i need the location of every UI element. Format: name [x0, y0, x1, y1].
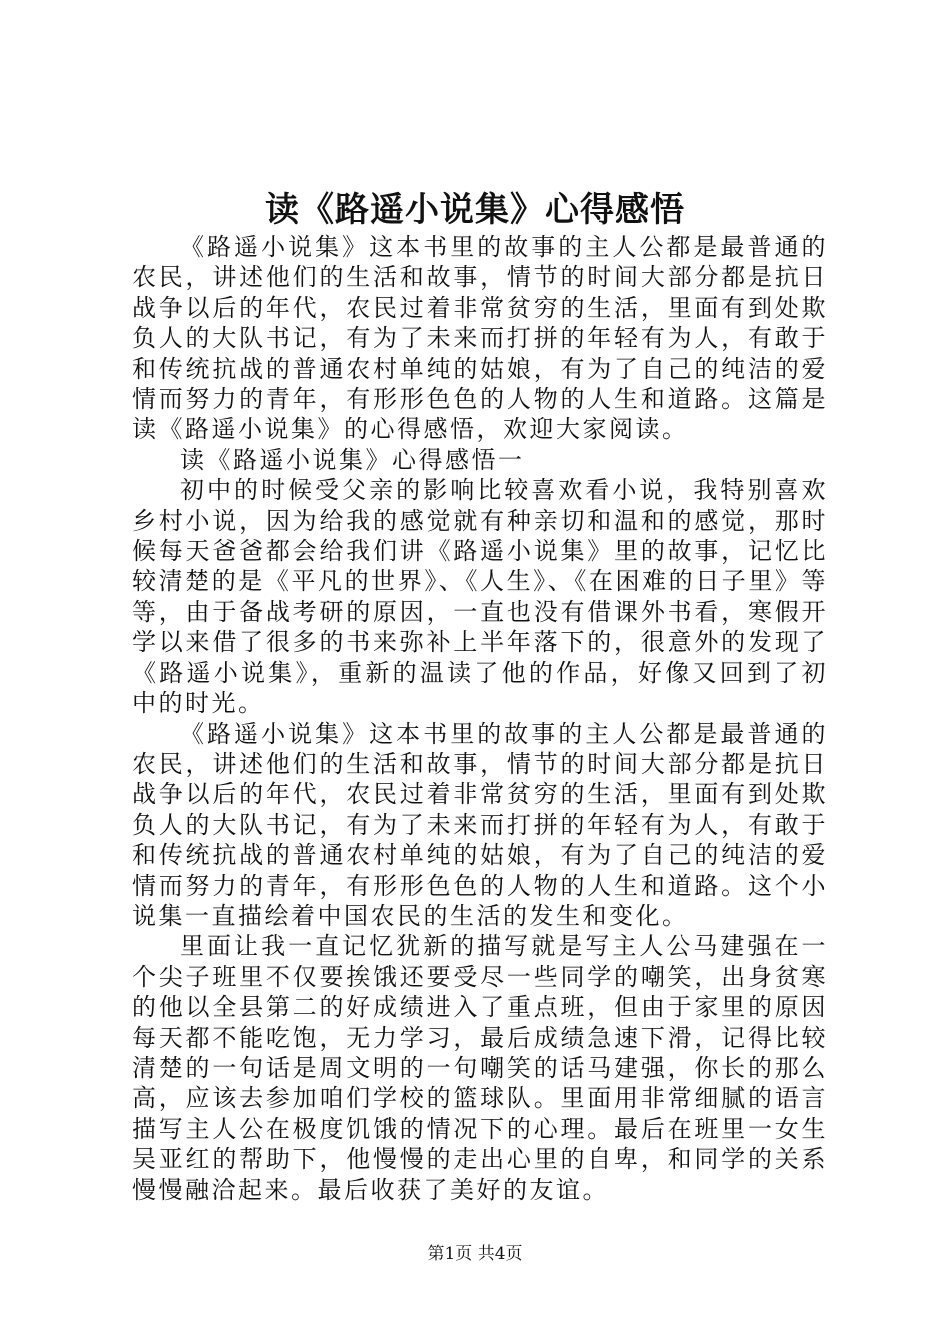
document-title: 读《路遥小说集》心得感悟: [265, 190, 685, 230]
page-number-footer: 第1页 共4页: [427, 1244, 523, 1264]
intro-paragraph: 《路遥小说集》这本书里的故事的主人公都是最普通的农民，讲述他们的生活和故事，情节的时间大部分都是抗日战争以后的年代，农民过着非常贫穷的生活，里面有到处欺负人的大队书记，有为了未来而打拼的年轻有为人，有敢于和传统抗战的普通农村单纯的姑娘，有为了自己的纯洁的爱情而努力的青年，有形形色色的人物的人生和道路。这篇是读《路遥小说集》的心得感悟，欢迎大家阅读。: [132, 233, 828, 444]
body-paragraph: 《路遥小说集》这本书里的故事的主人公都是最普通的农民，讲述他们的生活和故事，情节的时间大部分都是抗日战争以后的年代，农民过着非常贫穷的生活，里面有到处欺负人的大队书记，有为了未来而打拼的年轻有为人，有敢于和传统抗战的普通农村单纯的姑娘，有为了自己的纯洁的爱情而努力的青年，有形形色色的人物的人生和道路。这个小说集一直描绘着中国农民的生活的发生和变化。: [132, 719, 828, 930]
document-body: [132, 232, 828, 1205]
body-paragraph: 初中的时候受父亲的影响比较喜欢看小说，我特别喜欢乡村小说，因为给我的感觉就有种亲切和温和的感觉，那时候每天爸爸都会给我们讲《路遥小说集》里的故事，记忆比较清楚的是《平凡的世界》、《人生》、《在困难的日子里》等等，由于备战考研的原因，一直也没有借课外书看，寒假开学以来借了很多的书来弥补上半年落下的，很意外的发现了《路遥小说集》，重新的温读了他的作品，好像又回到了初中的时光。: [132, 476, 828, 718]
body-paragraph: 里面让我一直记忆犹新的描写就是写主人公马建强在一个尖子班里不仅要挨饿还要受尽一些同学的嘲笑，出身贫寒的他以全县第二的好成绩进入了重点班，但由于家里的原因每天都不能吃饱，无力学习，最后成绩急速下滑，记得比较清楚的一句话是周文明的一句嘲笑的话马建强，你长的那么高，应该去参加咱们学校的篮球队。里面用非常细腻的语言描写主人公在极度饥饿的情况下的心理。最后在班里一女生吴亚红的帮助下，他慢慢的走出心里的自卑，和同学的关系慢慢融洽起来。最后收获了美好的友谊。: [132, 932, 828, 1204]
section-heading: 读《路遥小说集》心得感悟一: [180, 445, 525, 474]
